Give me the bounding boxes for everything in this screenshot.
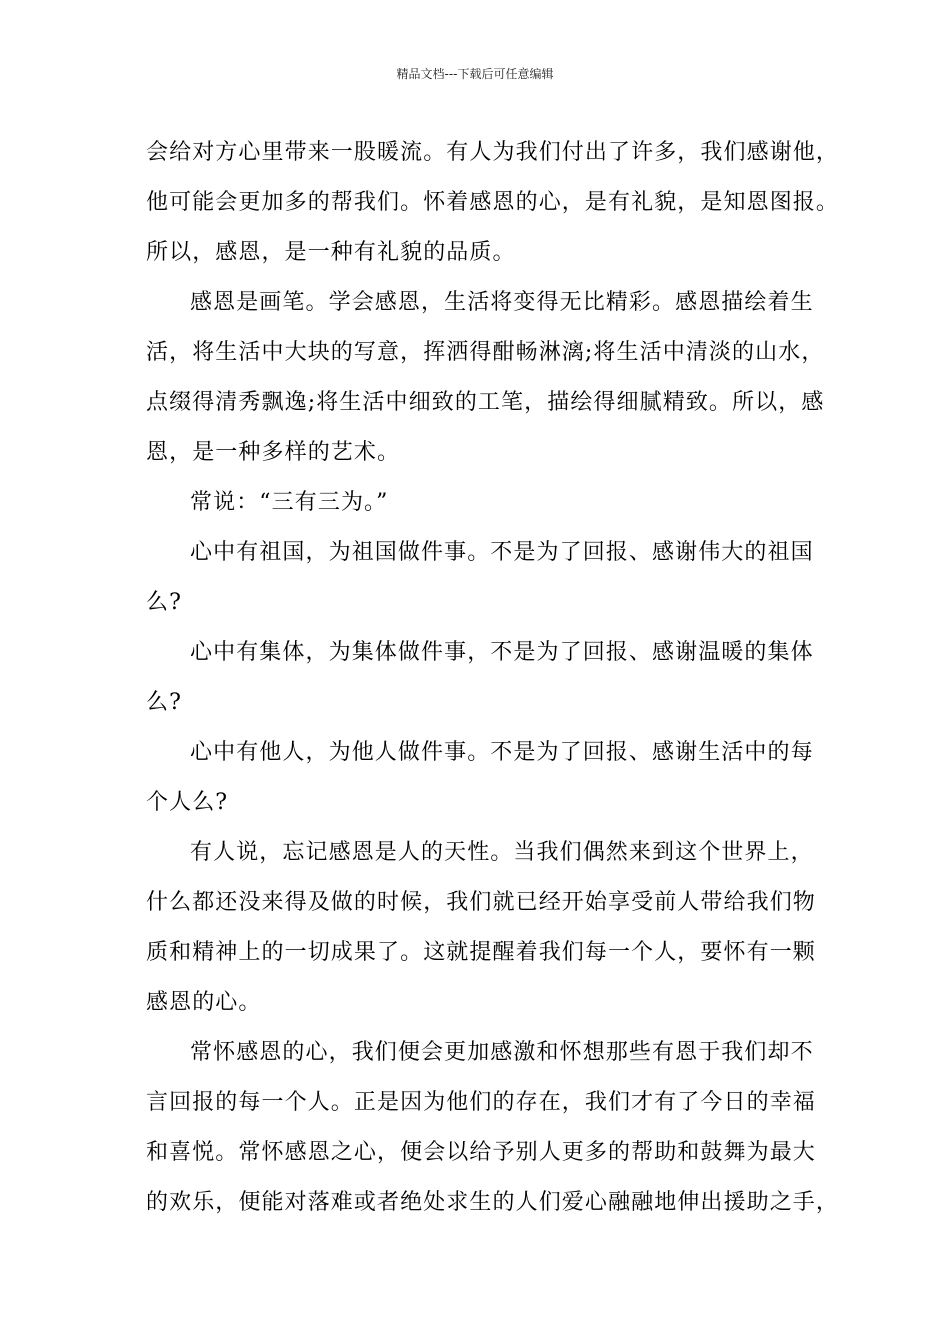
paragraph-first-line: 心中有祖国，为祖国做件事。不是为了回报、感谢伟大的祖国	[190, 540, 814, 565]
text-line: 么?	[146, 690, 182, 715]
text-line: 言回报的每一个人。正是因为他们的存在，我们才有了今日的幸福	[146, 1090, 816, 1115]
paragraph-first-line: 心中有集体，为集体做件事，不是为了回报、感谢温暖的集体	[190, 640, 814, 665]
document-body	[146, 128, 840, 1228]
text-line: 么?	[146, 590, 182, 615]
text-line: 感恩的心。	[146, 990, 262, 1015]
text-line: 个人么?	[146, 790, 229, 815]
paragraph-first-line: 感恩是画笔。学会感恩，生活将变得无比精彩。感恩描绘着生	[190, 290, 814, 315]
text-line: 恩，是一种多样的艺术。	[146, 440, 401, 465]
text-line: 质和精神上的一切成果了。这就提醒着我们每一个人，要怀有一颗	[146, 940, 816, 965]
paragraph-first-line: 心中有他人，为他人做件事。不是为了回报、感谢生活中的每	[190, 740, 814, 765]
text-line: 所以，感恩，是一种有礼貌的品质。	[146, 240, 516, 265]
text-line: 的欢乐，便能对落难或者绝处求生的人们爱心融融地伸出援助之手，	[146, 1190, 840, 1215]
paragraph-first-line: 常说：“三有三为。”	[190, 490, 389, 515]
page-header: 精品文档---下载后可任意编辑	[396, 67, 554, 81]
text-line: 点缀得清秀飘逸;将生活中细致的工笔，描绘得细腻精致。所以，感	[146, 390, 825, 415]
paragraph-first-line: 常怀感恩的心，我们便会更加感激和怀想那些有恩于我们却不	[190, 1040, 814, 1065]
paragraph-first-line: 有人说，忘记感恩是人的天性。当我们偶然来到这个世界上，	[190, 840, 814, 865]
text-line: 活，将生活中大块的写意，挥洒得酣畅淋漓;将生活中清淡的山水，	[146, 340, 825, 365]
text-line: 他可能会更加多的帮我们。怀着感恩的心，是有礼貌，是知恩图报。	[146, 190, 840, 215]
text-line: 会给对方心里带来一股暖流。有人为我们付出了许多，我们感谢他，	[146, 140, 840, 165]
text-line: 和喜悦。常怀感恩之心，便会以给予别人更多的帮助和鼓舞为最大	[146, 1140, 816, 1165]
text-line: 什么都还没来得及做的时候，我们就已经开始享受前人带给我们物	[146, 890, 816, 915]
